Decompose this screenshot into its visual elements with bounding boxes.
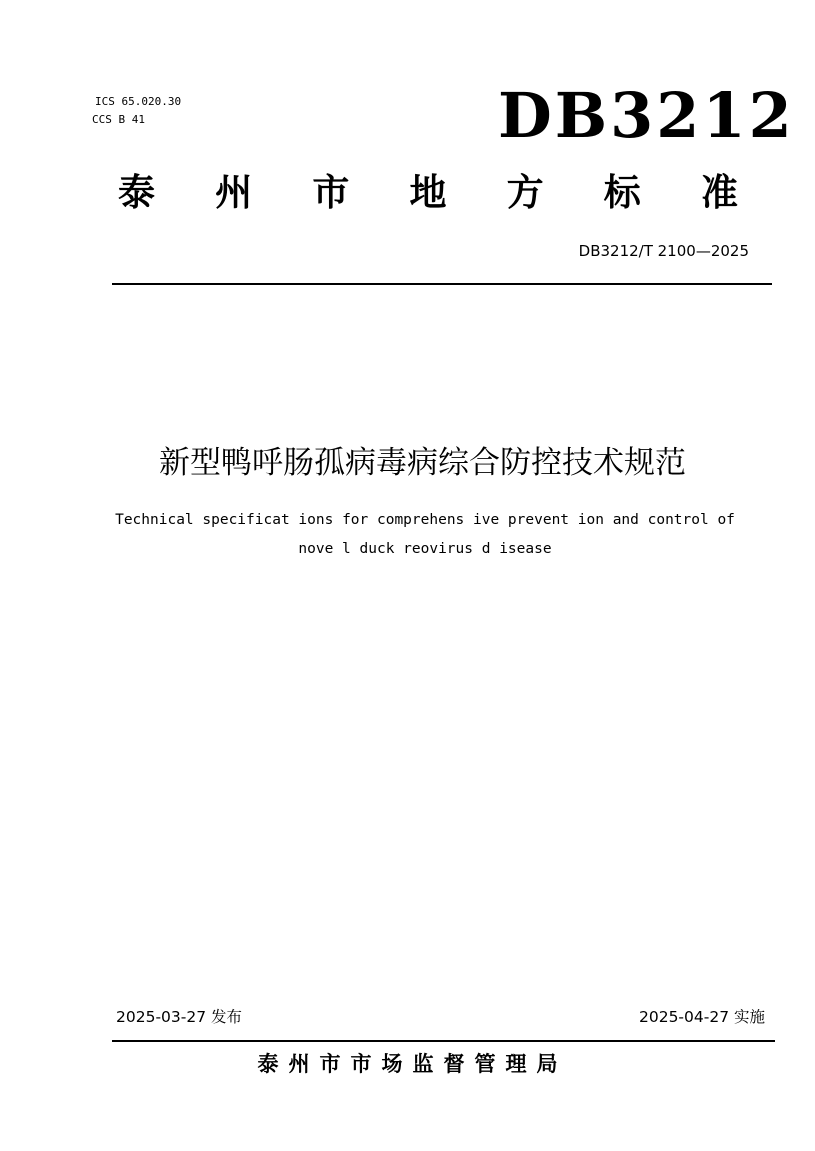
title-english (80, 506, 770, 564)
ccs-code: CCS B 41 (92, 113, 145, 126)
title-english-line: nove l duck reovirus d isease (298, 541, 552, 557)
db-code: DB3212 (498, 79, 795, 152)
ics-code: ICS 65.020.30 (95, 95, 182, 108)
standard-type-heading (118, 166, 738, 218)
standard-type-char: 州 (215, 170, 253, 214)
issuing-authority: 泰州市市场监督管理局 (257, 1051, 568, 1076)
standard-type-char: 准 (700, 170, 738, 214)
title-english-line: Technical specificat ions for comprehens ive prevent ion and control of (115, 512, 735, 528)
standard-type-char: 方 (506, 170, 544, 214)
standard-type-char: 地 (409, 170, 447, 214)
standard-type-char: 标 (603, 170, 641, 214)
standard-type-char: 市 (312, 170, 350, 214)
title-chinese: 新型鸭呼肠孤病毒病综合防控技术规范 (159, 445, 686, 481)
issue-date: 2025-03-27 发布 (116, 1008, 243, 1026)
implementation-date: 2025-04-27 实施 (638, 1008, 765, 1026)
bottom-divider (112, 1040, 775, 1042)
standard-type-char: 泰 (118, 170, 155, 214)
top-divider (112, 283, 772, 285)
standard-number: DB3212/T 2100—2025 (578, 242, 749, 260)
